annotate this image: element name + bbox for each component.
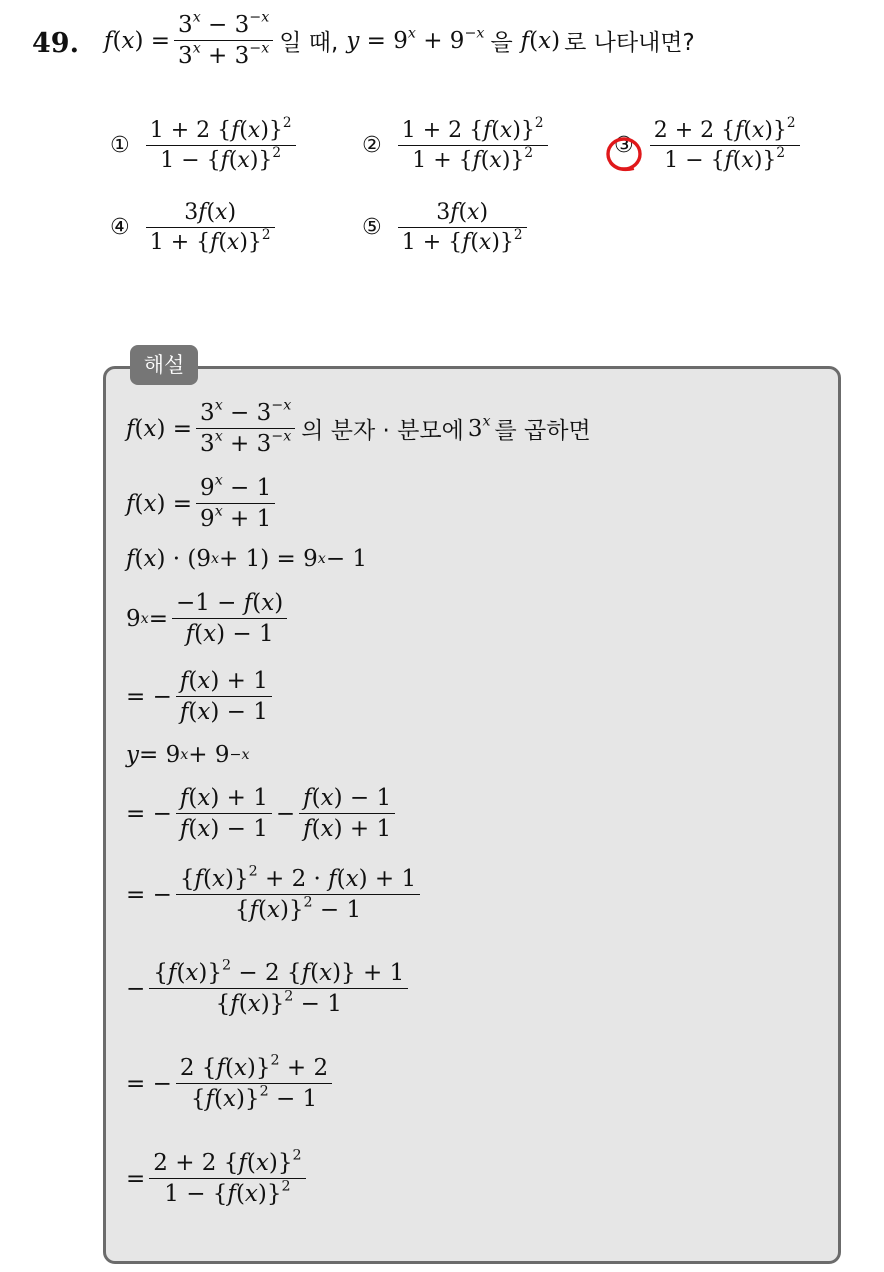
stem-text-end: 로 나타내면?	[564, 30, 695, 56]
solution-step-6: y = 9 x + 9 −x	[126, 742, 250, 768]
choice-2[interactable]: ② $\frac{1 + 2 \{f(x)\}^2}{1 + \{f(x)\}^2}$	[362, 118, 552, 173]
solution-step-9: − $\frac{\{f(x)\}^2 - 2 \{f(x)\} + 1}{\{f(x)\}^2 - 1}$	[126, 960, 412, 1017]
solution-step-7: = − $\frac{f(x) + 1}{f(x) - 1}$ − $\frac{f(x) - 1}{f(x) + 1}$	[126, 785, 399, 842]
solution-step-4: 9 x = $\frac{-1 - f(x)}{f(x) - 1}$	[126, 590, 291, 647]
stem-text-when: 일 때,	[279, 30, 339, 56]
choice-5[interactable]: ⑤ $\frac{3f(x)}{1 + \{f(x)\}^2}$	[362, 200, 531, 255]
selected-answer-circle	[604, 133, 646, 175]
solution-step-8: = − $\frac{\{f(x)\}^2 + 2 \cdot f(x) + 1}{\{f(x)\}^2 - 1}$	[126, 866, 424, 923]
choice-3-mark: ③	[614, 133, 634, 158]
choice-4[interactable]: ④ $\frac{3f(x)}{1 + \{f(x)\}^2}$	[110, 200, 279, 255]
solution-step-5: = − $\frac{f(x) + 1}{f(x) - 1}$	[126, 668, 276, 725]
choice-1-mark: ①	[110, 133, 130, 158]
stem-text-eul: 을	[490, 30, 513, 56]
solution-step-10: = − $\frac{2 \{f(x)\}^2 + 2}{\{f(x)\}^2 - 1}$	[126, 1055, 336, 1112]
solution-step-1: f ( x ) = $\frac{3^x - 3^{-x}}{3^x + 3^{-x}}$ 의 분자 · 분모에 3$^x$ 를 곱하면	[126, 397, 591, 457]
question-number: 49.	[32, 28, 79, 59]
solution-step-3: f ( x ) · (9 x + 1) = 9 x − 1	[126, 546, 368, 572]
choice-2-mark: ②	[362, 133, 382, 158]
solution-label: 해설	[130, 345, 198, 385]
solution-step-2: f ( x ) = $\frac{9^x - 1}{9^x + 1}$	[126, 475, 279, 532]
choice-1[interactable]: ① $\frac{1 + 2 \{f(x)\}^2}{1 - \{f(x)\}^2}$	[110, 118, 300, 173]
choice-4-mark: ④	[110, 215, 130, 240]
stem-fraction: $\frac{3^x - 3^{-x}}{3^x + 3^{-x}}$	[174, 12, 273, 69]
choice-5-mark: ⑤	[362, 215, 382, 240]
solution-step-11: = $\frac{2 + 2 \{f(x)\}^2}{1 - \{f(x)\}^2}$	[126, 1150, 310, 1207]
choice-3[interactable]: ③ $\frac{2 + 2 \{f(x)\}^2}{1 - \{f(x)\}^2}$	[614, 118, 804, 173]
question-stem: f ( x ) = $\frac{3^x - 3^{-x}}{3^x + 3^{-x}}$ 일 때, $y = 9^x + 9^{-x}$ 을 f(x) 로 나타내면?	[104, 9, 695, 69]
